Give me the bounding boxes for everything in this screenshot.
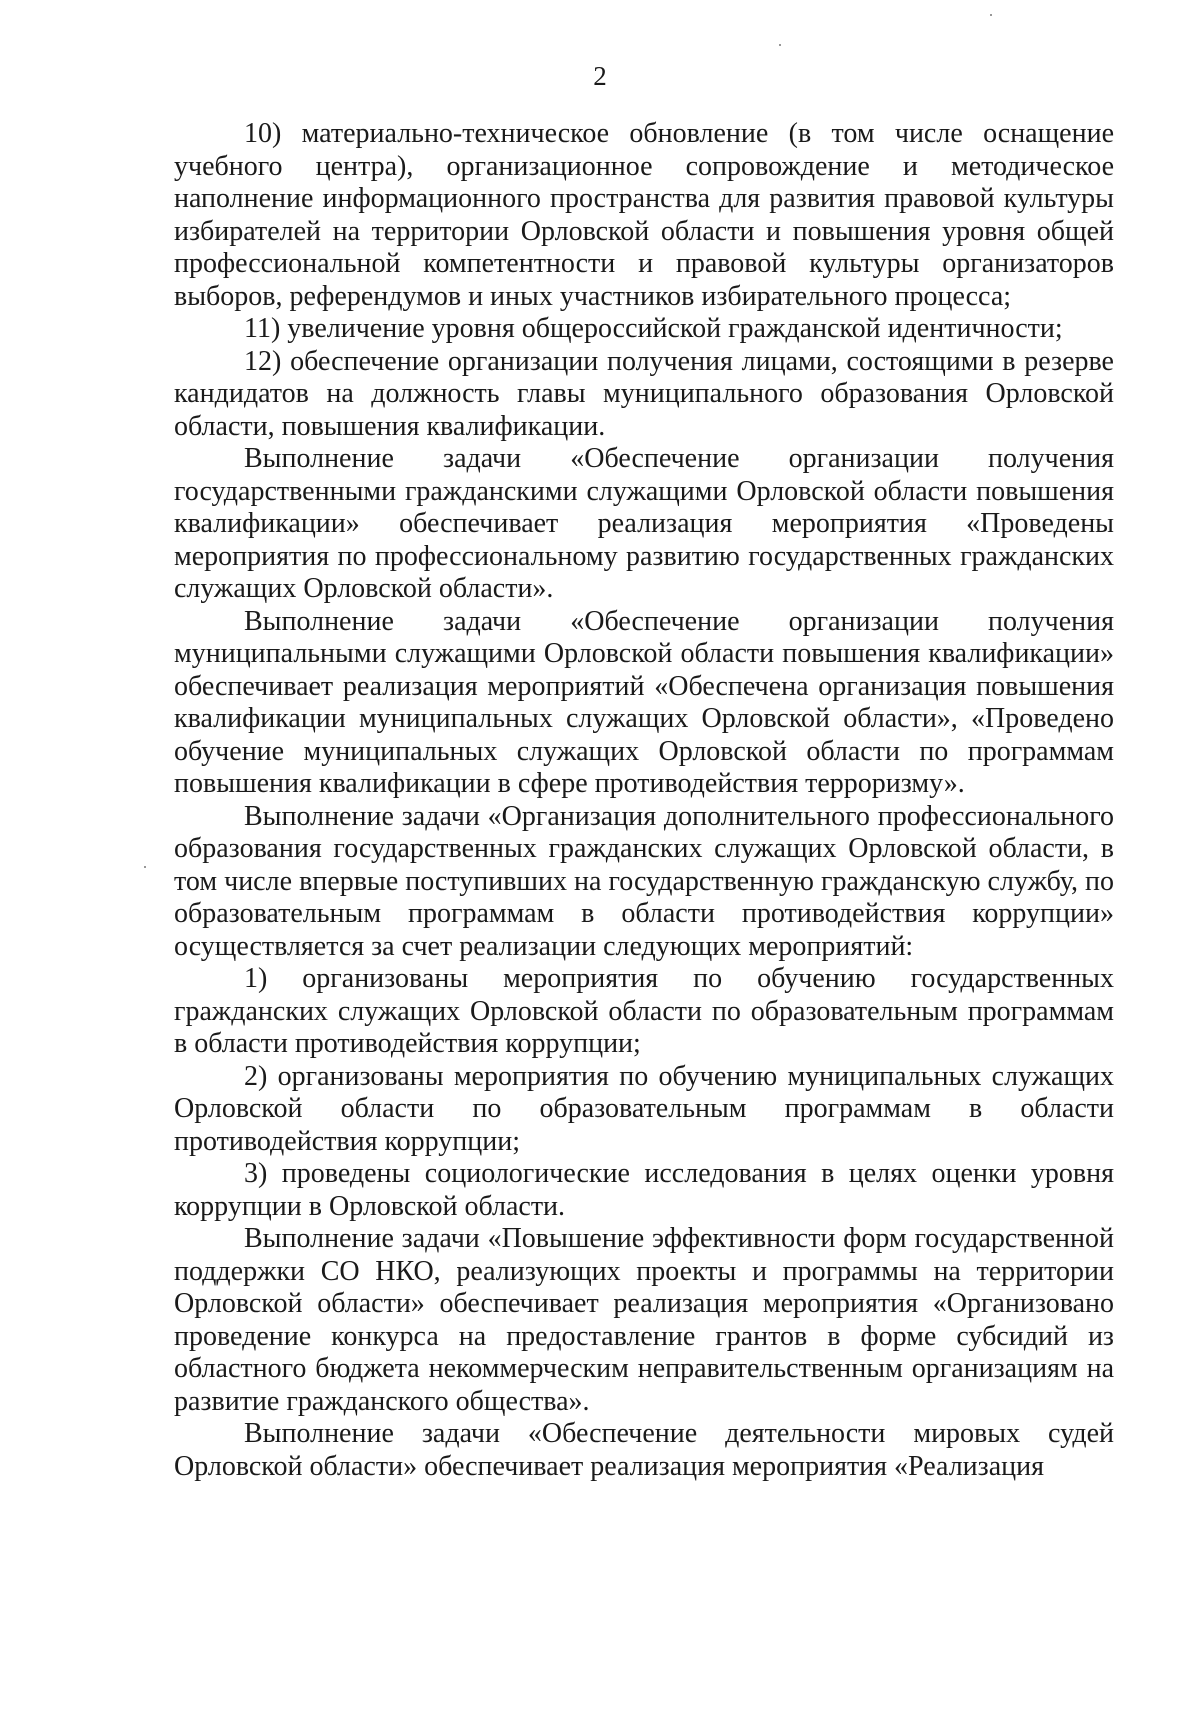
scan-speck [779, 44, 781, 46]
paragraph-measure-3: 3) проведены социологические исследования в целях оценки уровня коррупции в Орловской области. [174, 1158, 1114, 1222]
paragraph-measure-2: 2) организованы мероприятия по обучению муниципальных служащих Орловской области по образовательным программам в области противодействия коррупции; [174, 1060, 1114, 1157]
paragraph-task-civil-service-training: Выполнение задачи «Обеспечение организации получения государственными гражданскими служащими Орловской области повышения квалификации» обеспечивает реализация мероприятия «Проведены мероприятия по профессиональному развитию государственных гражданских служащих Орловской области». [174, 443, 1114, 604]
paragraph-task-nko-support: Выполнение задачи «Повышение эффективности форм государственной поддержки СО НКО, реализующих проекты и программы на территории Орловской области» обеспечивает реализация мероприятия «Организовано проведение конкурса на предоставление грантов в форме субсидий из областного бюджета некоммерческим неправительственным организациям на развитие гражданского общества». [174, 1223, 1114, 1417]
scan-speck [144, 866, 146, 868]
paragraph-item-12: 12) обеспечение организации получения лицами, состоящими в резерве кандидатов на должность главы муниципального образования Орловской области, повышения квалификации. [174, 345, 1114, 442]
paragraph-item-10: 10) материально-техническое обновление (в том числе оснащение учебного центра), организационное сопровождение и методическое наполнение информационного пространства для развития правовой культуры избирателей на территории Орловской области и повышения уровня общей профессиональной компетентности и правовой культуры организаторов выборов, референдумов и иных участников избирательного процесса; [174, 118, 1114, 312]
paragraph-task-magistrates: Выполнение задачи «Обеспечение деятельности мировых судей Орловской области» обеспечивает реализация мероприятия «Реализация [174, 1418, 1114, 1482]
paragraph-measure-1: 1) организованы мероприятия по обучению государственных гражданских служащих Орловской области по образовательным программам в области противодействия коррупции; [174, 963, 1114, 1059]
paragraph-task-municipal-training: Выполнение задачи «Обеспечение организации получения муниципальными служащими Орловской области повышения квалификации» обеспечивает реализация мероприятий «Обеспечена организация повышения квалификации муниципальных служащих Орловской области», «Проведено обучение муниципальных служащих Орловской области по программам повышения квалификации в сфере противодействия терроризму». [174, 605, 1114, 799]
page-number: 2 [593, 61, 607, 91]
scan-speck [990, 14, 992, 16]
paragraph-task-anticorruption-education: Выполнение задачи «Организация дополнительного профессионального образования государственных гражданских служащих Орловской области, в том числе впервые поступивших на государственную гражданскую службу, по образовательным программам в области противодействия коррупции» осуществляется за счет реализации следующих мероприятий: [174, 800, 1114, 962]
document-body [174, 118, 1114, 1483]
paragraph-item-11: 11) увеличение уровня общероссийской гражданской идентичности; [244, 313, 1063, 344]
